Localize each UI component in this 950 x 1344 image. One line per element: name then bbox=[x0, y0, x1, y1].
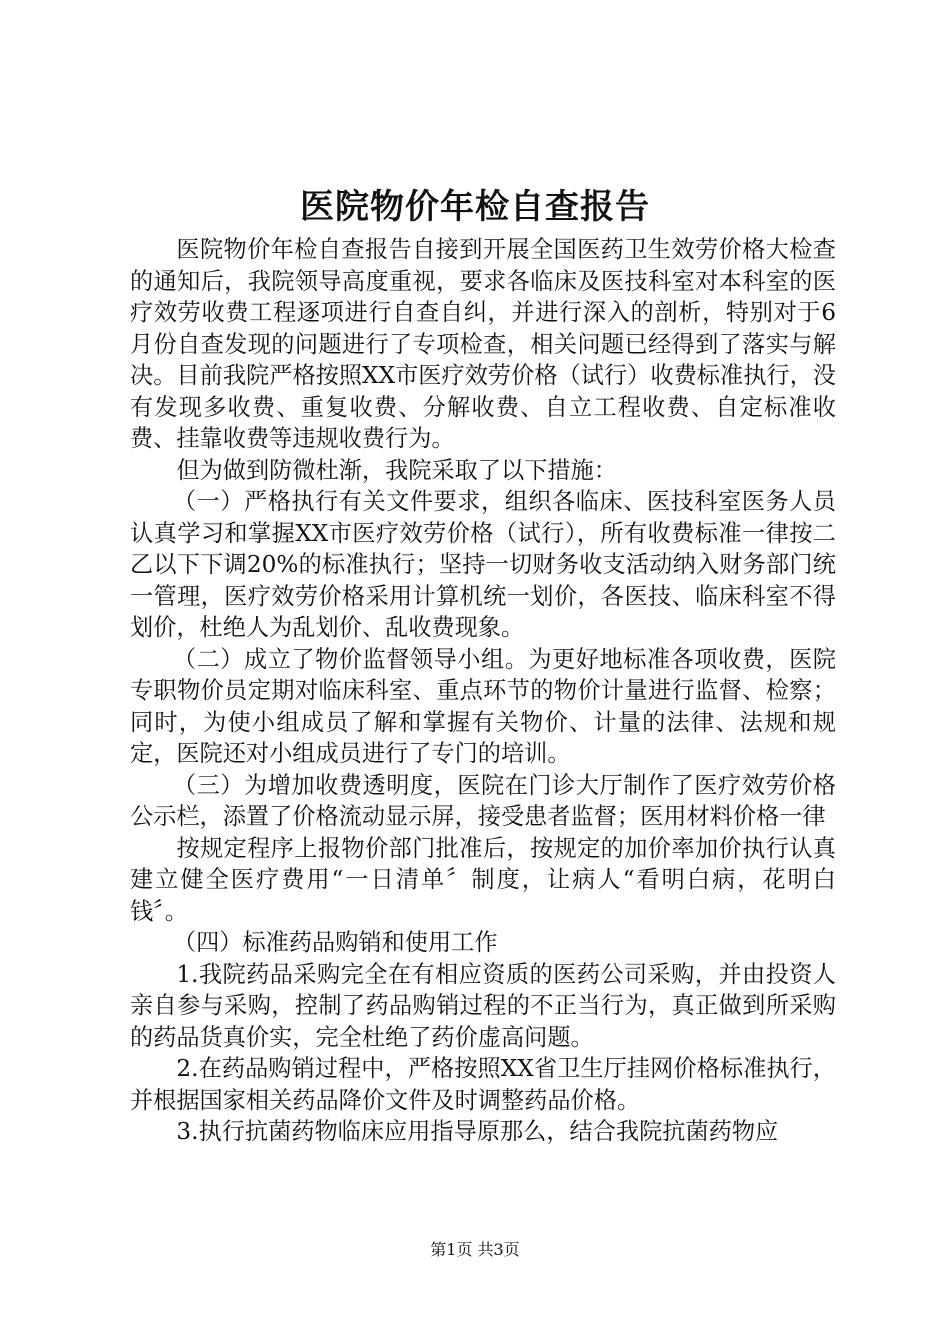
paragraph-measure-4-heading: （四）标准药品购销和使用工作 bbox=[172, 929, 498, 956]
paragraph-measure-1: （一）严格执行有关文件要求，组织各临床、医技科室医务人员认真学习和掌握XX市医疗效劳价格（试行），所有收费标准一律按二乙以下下调20%的标准执行；坚持一切财务收支活动纳入财务部门统一管理，医疗效劳价格采用计算机统一划价，各医技、临床科室不得划价，杜绝人为乱划价、乱收费现象。 bbox=[130, 488, 836, 641]
paragraph-pricing-procedure: 按规定程序上报物价部门批准后，按规定的加价率加价执行认真建立健全医疗费用“一日清单〞制度，让病人“看明白病，花明白钱〞。 bbox=[130, 834, 836, 925]
paragraph-drug-item-1: 1.我院药品采购完全在有相应资质的医药公司采购，并由投资人亲自参与采购，控制了药品购销过程的不正当行为，真正做到所采购的药品货真价实，完全杜绝了药价虚高问题。 bbox=[130, 960, 836, 1051]
paragraph-intro: 医院物价年检自查报告自接到开展全国医药卫生效劳价格大检查的通知后，我院领导高度重视，要求各临床及医技科室对本科室的医疗效劳收费工程逐项进行自查自纠，并进行深入的剖析，特别对于6月份自查发现的问题进行了专项检查，相关问题已经得到了落实与解决。目前我院严格按照XX市医疗效劳价格（试行）收费标准执行，没有发现多收费、重复收费、分解收费、自立工程收费、自定标准收费、挂靠收费等违规收费行为。 bbox=[130, 236, 836, 452]
document-title: 医院物价年检自查报告 bbox=[300, 187, 650, 227]
paragraph-measure-2: （二）成立了物价监督领导小组。为更好地标准各项收费，医院专职物价员定期对临床科室、重点环节的物价计量进行监督、检察；同时，为使小组成员了解和掌握有关物价、计量的法律、法规和规定，医院还对小组成员进行了专门的培训。 bbox=[130, 645, 836, 767]
paragraph-measure-3: （三）为增加收费透明度，医院在门诊大厅制作了医疗效劳价格公示栏，添置了价格流动显示屏，接受患者监督；医用材料价格一律 bbox=[130, 771, 836, 830]
paragraph-drug-item-2: 2.在药品购销过程中，严格按照XX省卫生厅挂网价格标准执行，并根据国家相关药品降价文件及时调整药品价格。 bbox=[130, 1055, 836, 1114]
page-number-footer: 第1页 共3页 bbox=[430, 1240, 520, 1259]
paragraph-drug-item-3: 3.执行抗菌药物临床应用指导原那么，结合我院抗菌药物应 bbox=[176, 1118, 779, 1145]
paragraph-measures-intro: 但为做到防微杜渐，我院采取了以下措施： bbox=[176, 456, 617, 484]
document-body bbox=[130, 234, 836, 1148]
